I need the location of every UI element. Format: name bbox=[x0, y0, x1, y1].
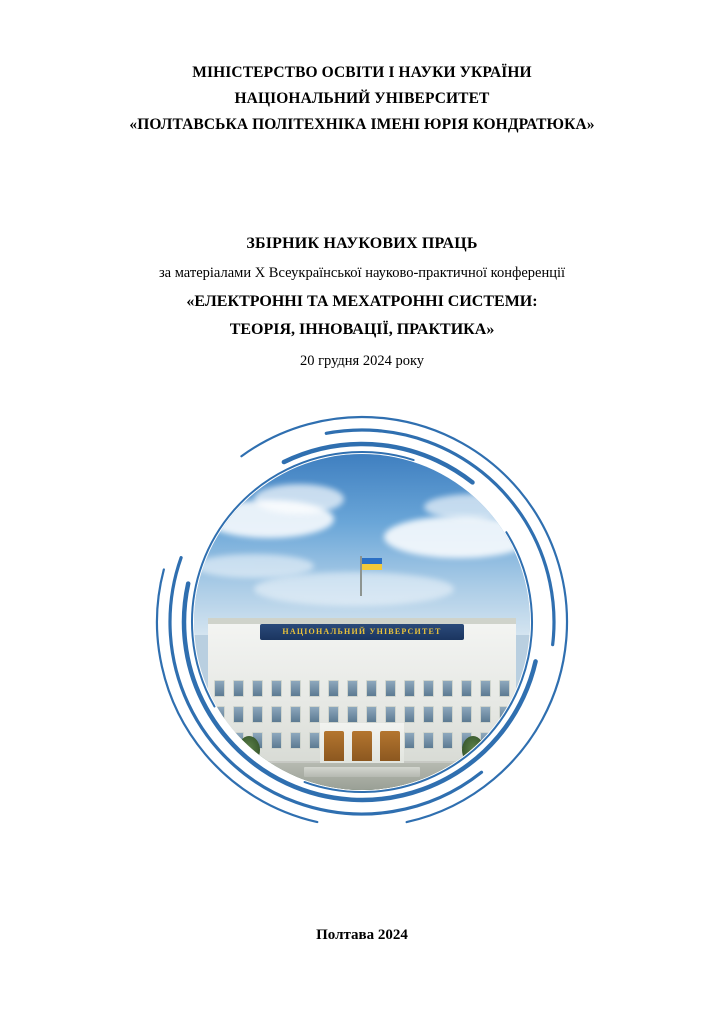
window bbox=[385, 706, 396, 723]
door bbox=[352, 731, 372, 761]
window-row bbox=[214, 680, 510, 697]
window bbox=[309, 680, 320, 697]
cloud bbox=[424, 494, 524, 520]
window bbox=[461, 680, 472, 697]
window bbox=[328, 680, 339, 697]
university-emblem bbox=[152, 412, 572, 832]
title-block bbox=[42, 230, 682, 374]
tree bbox=[462, 736, 484, 764]
door bbox=[324, 731, 344, 761]
window bbox=[404, 732, 415, 749]
entrance bbox=[320, 723, 404, 763]
window bbox=[385, 680, 396, 697]
window bbox=[442, 680, 453, 697]
building-name-banner: НАЦІОНАЛЬНИЙ УНІВЕРСИТЕТ bbox=[260, 624, 464, 640]
cloud bbox=[384, 516, 530, 558]
window bbox=[290, 732, 301, 749]
tree bbox=[494, 730, 520, 764]
conference-name-line-2: ТЕОРІЯ, ІННОВАЦІЇ, ПРАКТИКА» bbox=[229, 321, 495, 338]
steps bbox=[304, 767, 420, 777]
tree bbox=[202, 730, 228, 764]
window bbox=[347, 680, 358, 697]
window bbox=[423, 706, 434, 723]
window bbox=[252, 706, 263, 723]
window bbox=[423, 732, 434, 749]
window bbox=[499, 706, 510, 723]
window bbox=[271, 680, 282, 697]
window bbox=[328, 706, 339, 723]
cloud bbox=[254, 484, 344, 514]
window bbox=[233, 680, 244, 697]
window bbox=[309, 706, 320, 723]
window bbox=[480, 680, 491, 697]
header-line-3: «ПОЛТАВСЬКА ПОЛІТЕХНІКА ІМЕНІ ЮРІЯ КОНДРАТЮКА» bbox=[129, 116, 595, 133]
window bbox=[442, 706, 453, 723]
window bbox=[404, 706, 415, 723]
window bbox=[290, 680, 301, 697]
university-building-photo bbox=[194, 454, 530, 790]
collection-title: ЗБІРНИК НАУКОВИХ ПРАЦЬ bbox=[246, 235, 478, 252]
window bbox=[290, 706, 301, 723]
window bbox=[271, 706, 282, 723]
window bbox=[480, 706, 491, 723]
window bbox=[423, 680, 434, 697]
conference-subtitle: за матеріалами X Всеукраїнської науково-практичної конференції bbox=[158, 265, 566, 281]
publication-place-year: Полтава 2024 bbox=[316, 927, 408, 943]
conference-date: 20 грудня 2024 року bbox=[299, 353, 425, 369]
conference-name-line-1: «ЕЛЕКТРОННІ ТА МЕХАТРОННІ СИСТЕМИ: bbox=[186, 293, 538, 310]
window bbox=[366, 680, 377, 697]
door bbox=[380, 731, 400, 761]
window bbox=[461, 706, 472, 723]
ministry-header bbox=[52, 60, 672, 138]
ukraine-flag-icon bbox=[362, 558, 382, 570]
header-line-2: НАЦІОНАЛЬНИЙ УНІВЕРСИТЕТ bbox=[234, 90, 490, 107]
window bbox=[233, 706, 244, 723]
window bbox=[309, 732, 320, 749]
window bbox=[347, 706, 358, 723]
window bbox=[499, 680, 510, 697]
window bbox=[442, 732, 453, 749]
window-row bbox=[214, 706, 510, 723]
window bbox=[214, 706, 225, 723]
window bbox=[252, 680, 263, 697]
window bbox=[404, 680, 415, 697]
window bbox=[366, 706, 377, 723]
window bbox=[271, 732, 282, 749]
tree bbox=[238, 736, 260, 764]
window bbox=[214, 680, 225, 697]
cloud bbox=[194, 554, 314, 578]
header-line-1: МІНІСТЕРСТВО ОСВІТИ І НАУКИ УКРАЇНИ bbox=[192, 64, 532, 81]
